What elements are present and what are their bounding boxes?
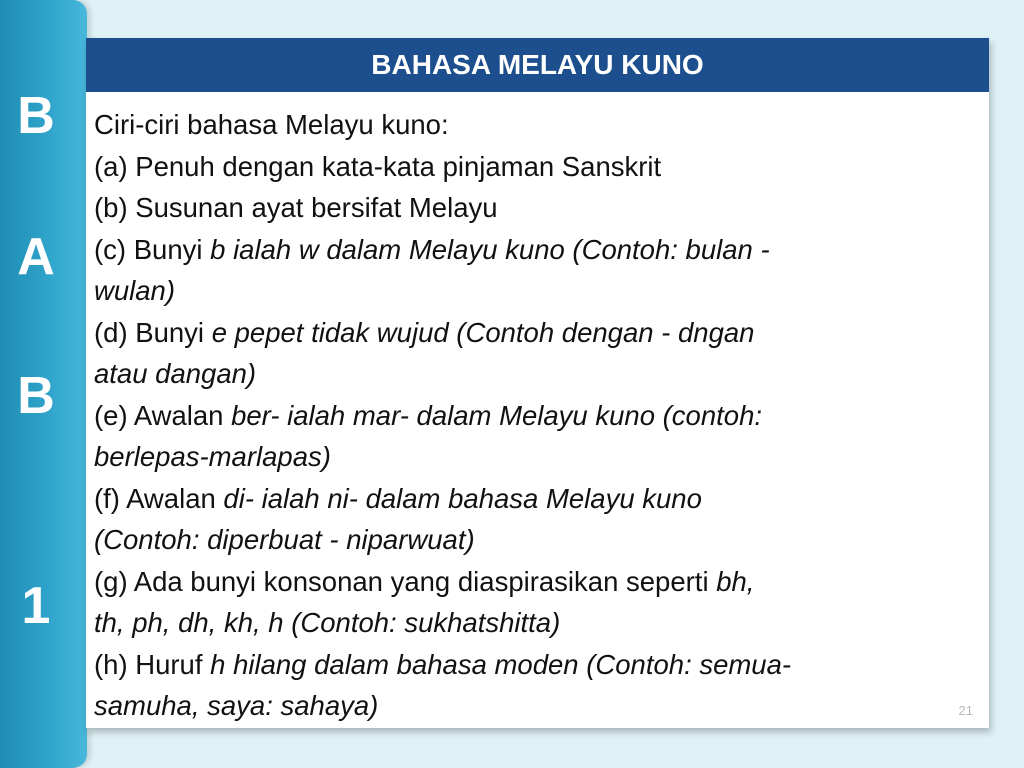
text-line	[94, 644, 974, 686]
text-segment: di- ialah ni- dalam bahasa Melayu kuno	[223, 482, 702, 514]
text-segment: (c) Bunyi	[94, 233, 211, 265]
text-line	[94, 146, 974, 188]
text-line	[94, 436, 974, 478]
text-line	[94, 270, 974, 312]
text-segment: atau dangan)	[94, 358, 257, 389]
side-bar	[0, 0, 87, 768]
text-segment: (Contoh: diperbuat - niparwuat)	[94, 524, 475, 555]
text-segment: Ciri-ciri bahasa Melayu kuno:	[94, 109, 449, 140]
text-line	[94, 685, 974, 727]
text-segment: e pepet tidak wujud (Contoh dengan - dngan	[211, 316, 755, 348]
text-segment: (d) Bunyi	[94, 316, 212, 348]
text-segment: berlepas-marlapas)	[94, 441, 331, 472]
text-line	[94, 187, 974, 229]
text-segment: bh,	[716, 565, 755, 597]
text-segment: (g) Ada bunyi konsonan yang diaspirasikan seperti	[94, 565, 717, 597]
text-line	[94, 353, 974, 395]
panel-title: BAHASA MELAYU KUNO	[86, 38, 989, 92]
text-segment: (a) Penuh dengan kata-kata pinjaman Sanskrit	[94, 150, 662, 182]
text-segment: th, ph, dh, kh, h (Contoh: sukhatshitta)	[94, 607, 561, 638]
text-line	[94, 561, 974, 603]
side-letter: 1	[21, 577, 51, 635]
text-line	[94, 395, 974, 437]
text-segment: wulan)	[94, 275, 176, 306]
text-line	[94, 478, 974, 520]
text-segment: ber- ialah mar- dalam Melayu kuno (contoh:	[231, 399, 762, 431]
content-panel	[86, 38, 989, 728]
text-line	[94, 312, 974, 354]
text-segment: (b) Susunan ayat bersifat Melayu	[94, 192, 498, 223]
text-segment: samuha, saya: sahaya)	[94, 690, 379, 721]
text-segment: (e) Awalan	[94, 399, 232, 431]
text-line	[94, 519, 974, 561]
text-segment: (h) Huruf	[94, 648, 211, 680]
side-letter: B	[17, 367, 55, 425]
text-line	[94, 602, 974, 644]
text-segment: h hilang dalam bahasa moden (Contoh: semua-	[210, 648, 792, 680]
side-letter: B	[17, 87, 55, 145]
text-segment: (f) Awalan	[94, 482, 224, 514]
side-letter: A	[17, 228, 55, 286]
content-body	[94, 104, 974, 727]
text-segment: b ialah w dalam Melayu kuno (Contoh: bulan -	[210, 233, 770, 265]
text-line	[94, 229, 974, 271]
page-number: 21	[958, 703, 973, 718]
intro-line	[94, 104, 974, 146]
